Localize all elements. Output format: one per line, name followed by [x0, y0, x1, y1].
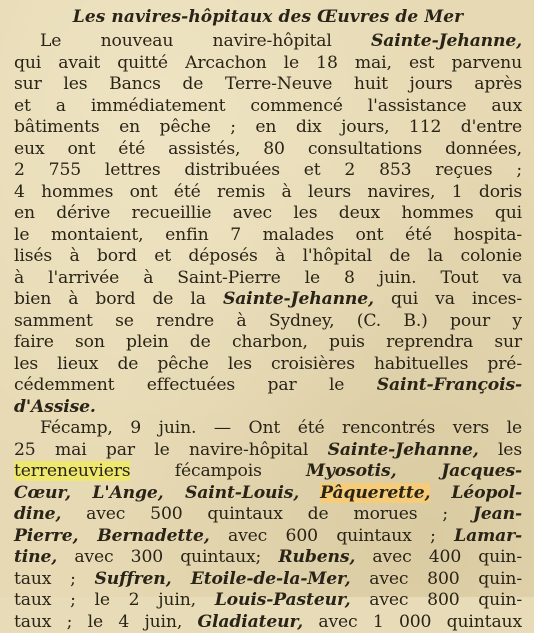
- text-line: [14, 375, 522, 397]
- ship-name: tine,: [14, 547, 57, 567]
- text-line: 2 755 lettres distribuées et 2 853 reçues ;: [14, 160, 522, 182]
- ship-name: Gladiateur,: [197, 612, 303, 632]
- text-span: Le nouveau navire-hôpital: [40, 31, 371, 51]
- text-span: taux ; le 4 juin,: [14, 612, 197, 632]
- article-title: Les navires-hôpitaux des Œuvres de Mer: [14, 6, 522, 28]
- text-span: fécampois: [130, 461, 306, 481]
- text-span: cédemment effectuées par le: [14, 375, 377, 395]
- text-line: 4 hommes ont été remis à leurs navires, 1 doris: [14, 182, 522, 204]
- text-line: [14, 289, 522, 311]
- text-span: qui va inces-: [374, 289, 522, 309]
- text-span: avec 400 quin-: [355, 547, 522, 567]
- ship-name: Jean-: [473, 504, 522, 524]
- highlighted-ship-name: Pâquerette,: [320, 483, 430, 503]
- text-line: [14, 504, 522, 526]
- text-span: avec 600 quintaux ;: [210, 526, 455, 546]
- text-line: bâtiments en pêche ; en dix jours, 112 d'entre: [14, 117, 522, 139]
- ship-name: Sainte-Jehanne,: [223, 289, 374, 309]
- text-line: et a immédiatement commencé l'assistance aux: [14, 96, 522, 118]
- text-line: les lieux de pêche les croisières habituelles pré-: [14, 354, 522, 376]
- text-span: avec 300 quintaux;: [57, 547, 278, 567]
- ship-name: Sainte-Jehanne,: [371, 31, 522, 51]
- ship-name: Cœur, L'Ange, Saint-Louis,: [14, 483, 299, 503]
- text-line: à l'arrivée à Saint-Pierre le 8 juin. Tout va: [14, 268, 522, 290]
- paragraph-1: [14, 31, 522, 418]
- text-line: qui avait quitté Arcachon le 18 mai, est parvenu: [14, 53, 522, 75]
- ship-name: Saint-François-: [377, 375, 522, 395]
- text-span: taux ;: [14, 569, 95, 589]
- ship-name: Suffren, Etoile-de-la-Mer,: [95, 569, 351, 589]
- text-span: avec 800 quin-: [350, 569, 522, 589]
- text-line: [14, 31, 522, 53]
- text-line: le montaient, enfin 7 malades ont été hospita-: [14, 225, 522, 247]
- ship-name: Lamar-: [454, 526, 522, 546]
- text-span: avec 500 quintaux de morues ;: [61, 504, 473, 524]
- text-line: [14, 483, 522, 505]
- text-line: faire son plein de charbon, puis reprendra sur: [14, 332, 522, 354]
- ship-name: Louis-Pasteur,: [215, 590, 351, 610]
- text-line: eux ont été assistés, 80 consultations données,: [14, 139, 522, 161]
- text-line: [14, 590, 522, 612]
- text-span: taux ; le 2 juin,: [14, 590, 215, 610]
- text-line: [14, 547, 522, 569]
- text-span: 25 mai par le navire-hôpital: [14, 440, 328, 460]
- text-span: avec 1 000 quintaux: [303, 612, 522, 632]
- text-line: [14, 397, 522, 419]
- text-line: sur les Bancs de Terre-Neuve huit jours après: [14, 74, 522, 96]
- ship-name: dine,: [14, 504, 61, 524]
- text-line: [14, 440, 522, 462]
- text-span: les: [479, 440, 522, 460]
- ship-name: Rubens,: [278, 547, 355, 567]
- text-span: bien à bord de la: [14, 289, 223, 309]
- text-line: [14, 526, 522, 548]
- ship-name: Sainte-Jehanne,: [328, 440, 479, 460]
- text-span: avec 800 quin-: [350, 590, 522, 610]
- text-line: [14, 461, 522, 483]
- text-line: [14, 569, 522, 591]
- text-line: Fécamp, 9 juin. — Ont été rencontrés vers le: [14, 418, 522, 440]
- text-line: en dérive recueillie avec les deux hommes qui: [14, 203, 522, 225]
- text-line: [14, 612, 522, 633]
- ship-name: d'Assise.: [14, 397, 96, 417]
- ship-name: Léopol-: [451, 483, 522, 503]
- ship-name: Myosotis, Jacques-: [306, 461, 522, 481]
- text-line: samment se rendre à Sydney, (C. B.) pour y: [14, 311, 522, 333]
- ship-name: Pierre, Bernadette,: [14, 526, 210, 546]
- text-line: lisés à bord et déposés à l'hôpital de la colonie: [14, 246, 522, 268]
- highlighted-word: terreneuviers: [14, 461, 130, 481]
- paragraph-2: [14, 418, 522, 633]
